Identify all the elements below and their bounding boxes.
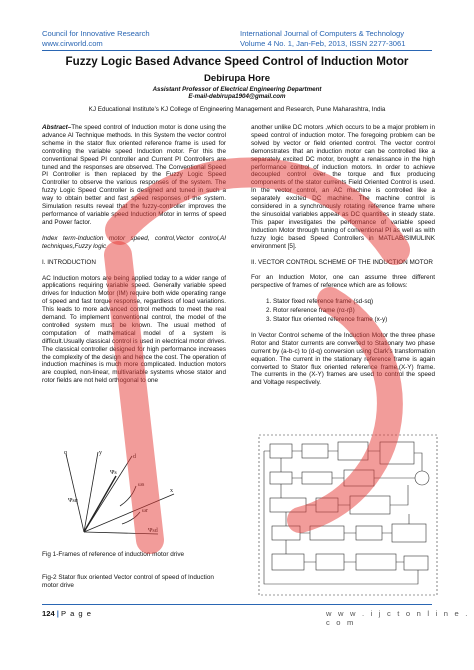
figure-2-caption: Fig-2 Stator flux oriented Vector control of speed of Induction motor drive bbox=[42, 574, 214, 589]
diagram-block bbox=[270, 444, 292, 458]
section-heading-vector-control: II. VECTOR CONTROL SCHEME OF THE INDUCTION MOTOR bbox=[251, 258, 433, 266]
diagram-block bbox=[310, 526, 344, 540]
footer-website[interactable]: w w w . i j c t o n l i n e . c o m bbox=[326, 609, 470, 627]
abstract-label: Abstract– bbox=[42, 124, 72, 131]
stator-axis bbox=[84, 532, 158, 534]
label-x: x bbox=[170, 488, 173, 494]
diagram-block bbox=[316, 498, 338, 512]
diagram-block bbox=[316, 554, 344, 570]
label-psi-sq: Ψsq bbox=[68, 498, 78, 504]
right-para-1: another unlike DC motors ,which occurs to be a major problem in speed control of induction motor. The foregoing problem can be solved by vector or field oriented control. The vector control demonstrates that an induction motor can be controlled like a separately excited DC motor, brought a renaissance in the high performance control of induction motors. In order to achieve decoupled control over the torque and flux producing components of the stator currents Field Oriented Control is used. In the vector control, an AC machine is controlled like a separately excited DC machine. The machine control is considered in a synchronously rotating reference frame where the sinusoidal variables appear as DC quantities in steady state. This paper investigates the performance of variable speed Induction Motor through tuning of conventional PI as well as with fuzzy logic based Speed Controllers in MATLAB/SIMULINK environment [5]. bbox=[251, 124, 435, 250]
diagram-block bbox=[392, 524, 426, 542]
right-column bbox=[251, 124, 435, 395]
footer-page bbox=[42, 609, 92, 618]
author-email[interactable]: E-mail-debirupa1904@gmail.com bbox=[188, 93, 286, 100]
journal-name: International Journal of Computers & Technology bbox=[240, 29, 405, 38]
list-item: 2. Rotor reference frame (rα-rβ) bbox=[273, 307, 435, 315]
label-psi-sd: Ψsd bbox=[148, 528, 158, 534]
author-position: Assistant Professor of Electrical Engineering Department bbox=[152, 86, 322, 93]
abstract-text: The speed control of Induction motor is done using the advance AI Technique methods. In this System the vector control scheme in the stator flux oriented reference frame is used for controlling the variable speed Induction motor. For this the conventional Speed PI controller and Current PI Controllers are tuned and the responses are observed. The Conventional Speed PI Controller is then replaced by the Fuzzy Logic Speed Controller to observe the various responses of the system. The fuzzy Logic Speed Controller is designed and tuned in such a way to obtain better and fast speed responses of the system. Simulation results reveal that the fuzzy-controller improves the performance of variable speed Induction Motor in terms of speed and Power factor. bbox=[42, 124, 226, 226]
diagram-block bbox=[270, 472, 292, 484]
left-column bbox=[42, 124, 226, 393]
motor-symbol bbox=[415, 471, 429, 485]
abstract bbox=[42, 124, 226, 227]
header-rule bbox=[42, 50, 432, 51]
footer-rule bbox=[42, 604, 432, 605]
index-terms: Index term-Induction motor speed, control,Vector control,AI techniques,Fuzzy logic bbox=[42, 234, 226, 250]
figure-2-block-diagram bbox=[258, 434, 438, 596]
reference-frame-list bbox=[251, 298, 435, 324]
publisher-website[interactable]: www.cirworld.com bbox=[42, 39, 103, 48]
label-omega-r: ωr bbox=[142, 508, 148, 514]
journal-header-left bbox=[42, 29, 150, 49]
publisher-name: Council for Innovative Research bbox=[42, 29, 150, 38]
page-number: 124 bbox=[42, 609, 55, 618]
diagram-block bbox=[272, 554, 304, 570]
paper-title: Fuzzy Logic Based Advance Speed Control of Induction Motor bbox=[65, 55, 409, 68]
list-item: 1. Stator fixed reference frame (sd-sq) bbox=[273, 298, 435, 306]
journal-volume: Volume 4 No. 1, Jan-Feb, 2013, ISSN 2277-3061 bbox=[240, 39, 406, 48]
introduction-text: AC Induction motors are being applied today to a wider range of applications requiring variable speed. Generally variable speed drives for Induction Motor (IM) require both wide operating range of speed and fast torque response, regardless of load variations. This leads to more advanced control methods to meet the real demand. To implement conventional control, the model of the controlled system must be known. The usual method of computation of mathematical model of a system is difficult.Usually classical control is used in electrical motor drives. The classical controller designed for high performance increases the complexity of the design and hence the cost. The operation of induction machines is much more complicated. Induction motors are coupled, non-linear, multivariable systems whose stator and rotor fields are not held orthogonal to one bbox=[42, 274, 226, 385]
x-axis bbox=[84, 494, 174, 532]
diagram-block bbox=[356, 554, 396, 570]
page-word: P a g e bbox=[61, 609, 92, 618]
label-y: y bbox=[99, 450, 102, 456]
right-para-2: For an Induction Motor, one can assume three different perspective of frames of reference which are as follows: bbox=[251, 274, 435, 290]
author-institution: KJ Educational Institute’s KJ College of Engineering Management and Research, Pune Maharashtra, India bbox=[88, 106, 386, 113]
diagram-block bbox=[338, 442, 368, 460]
diagram-block bbox=[350, 496, 390, 514]
label-omega-s: ωs bbox=[138, 482, 145, 488]
list-item: 3. Stator flux oriented reference frame (x-y) bbox=[273, 316, 435, 324]
label-d: d bbox=[133, 454, 136, 460]
section-heading-introduction: I. INTRODUCTION bbox=[42, 258, 96, 266]
q-axis bbox=[66, 454, 84, 532]
right-para-3: In Vector Control scheme of the Induction Motor the three phase Rotor and Stator currents are converted to Stationary two phase current by (a-b-c) to (d-q) conversion using Clark’s transformation equation. The current in the stationary reference frame is again converted to Stator flux oriented reference frame,(X-Y) frame. The currents in the (X-Y) frames are used to control the speed and Voltage respectively. bbox=[251, 331, 435, 387]
omega-s-arc bbox=[120, 486, 136, 506]
diagram-wires bbox=[264, 451, 422, 584]
diagram-block bbox=[270, 498, 306, 512]
journal-header-right bbox=[240, 29, 405, 49]
figure-1-reference-frames bbox=[62, 446, 182, 546]
diagram-block bbox=[380, 442, 414, 464]
diagram-block bbox=[302, 472, 332, 484]
page-separator: | bbox=[56, 609, 59, 618]
diagram-block bbox=[272, 526, 300, 540]
omega-r-arc bbox=[122, 512, 140, 524]
figure-1-caption: Fig 1-Frames of reference of induction motor drive bbox=[42, 551, 185, 558]
diagram-block bbox=[302, 444, 328, 458]
label-q: q bbox=[64, 450, 67, 456]
diagram-block bbox=[404, 556, 428, 570]
label-psi-s: Ψs bbox=[110, 470, 117, 476]
diagram-block bbox=[344, 470, 374, 486]
diagram-block bbox=[356, 526, 382, 540]
paper-author: Debirupa Hore bbox=[203, 73, 271, 84]
